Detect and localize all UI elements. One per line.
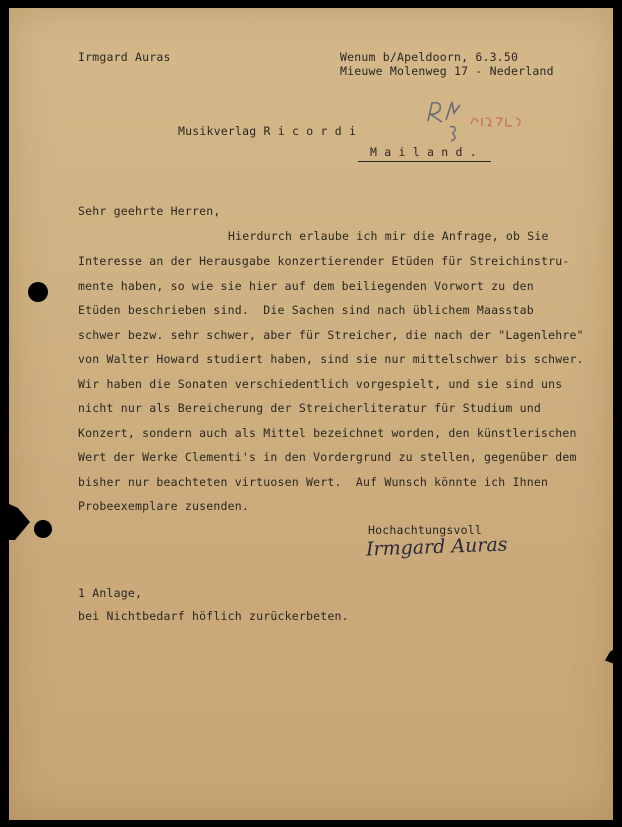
recipient-city-underline — [358, 161, 491, 162]
body-line-6: von Walter Howard studiert haben, sind sie nur mittelschwer bis schwer. — [78, 352, 584, 366]
enclosure-line1: 1 Anlage, — [78, 586, 143, 600]
body-line-2: Interesse an der Herausgabe konzertierender Etüden für Streichinstru- — [78, 254, 570, 268]
body-line-7: Wir haben die Sonaten verschiedentlich vorgespielt, und sie sind uns — [78, 377, 563, 391]
punch-hole-upper — [28, 282, 48, 302]
sender-name: Irmgard Auras — [78, 50, 171, 64]
salutation: Sehr geehrte Herren, — [78, 204, 221, 218]
sender-address-line2: Mieuwe Molenweg 17 - Nederland — [340, 64, 554, 78]
body-line-12: Probeexemplare zusenden. — [78, 499, 249, 513]
red-stamp-mark — [468, 110, 528, 132]
body-line-4: Etüden beschrieben sind. Die Sachen sind nach üblichem Maasstab — [78, 303, 534, 317]
body-line-8: nicht nur als Bereicherung der Streicherliteratur für Studium und — [78, 401, 542, 415]
punch-hole-lower — [34, 520, 52, 538]
handwritten-signature: Irmgard Auras — [365, 533, 508, 561]
enclosure-line2: bei Nichtbedarf höflich zurückerbeten. — [78, 609, 349, 623]
body-line-3: mente haben, so wie sie hier auf dem beiliegenden Vorwort zu den — [78, 279, 534, 293]
closing: Hochachtungsvoll — [368, 523, 482, 537]
recipient-city: M a i l a n d . — [370, 145, 477, 159]
sender-address-line1: Wenum b/Apeldoorn, 6.3.50 — [340, 50, 519, 64]
body-line-10: Wert der Werke Clementi's in den Vordergrund zu stellen, gegenüber dem — [78, 450, 577, 464]
body-line-1: Hierdurch erlaube ich mir die Anfrage, ob Sie — [228, 229, 549, 243]
body-line-9: Konzert, sondern auch als Mittel bezeichnet worden, den künstlerischen — [78, 426, 577, 440]
body-line-11: bisher nur beachteten virtuosen Wert. Auf Wunsch könnte ich Ihnen — [78, 475, 549, 489]
body-line-5: schwer bezw. sehr schwer, aber für Streicher, die nach der "Lagenlehre" — [78, 328, 584, 342]
recipient-name: Musikverlag R i c o r d i — [178, 124, 357, 138]
